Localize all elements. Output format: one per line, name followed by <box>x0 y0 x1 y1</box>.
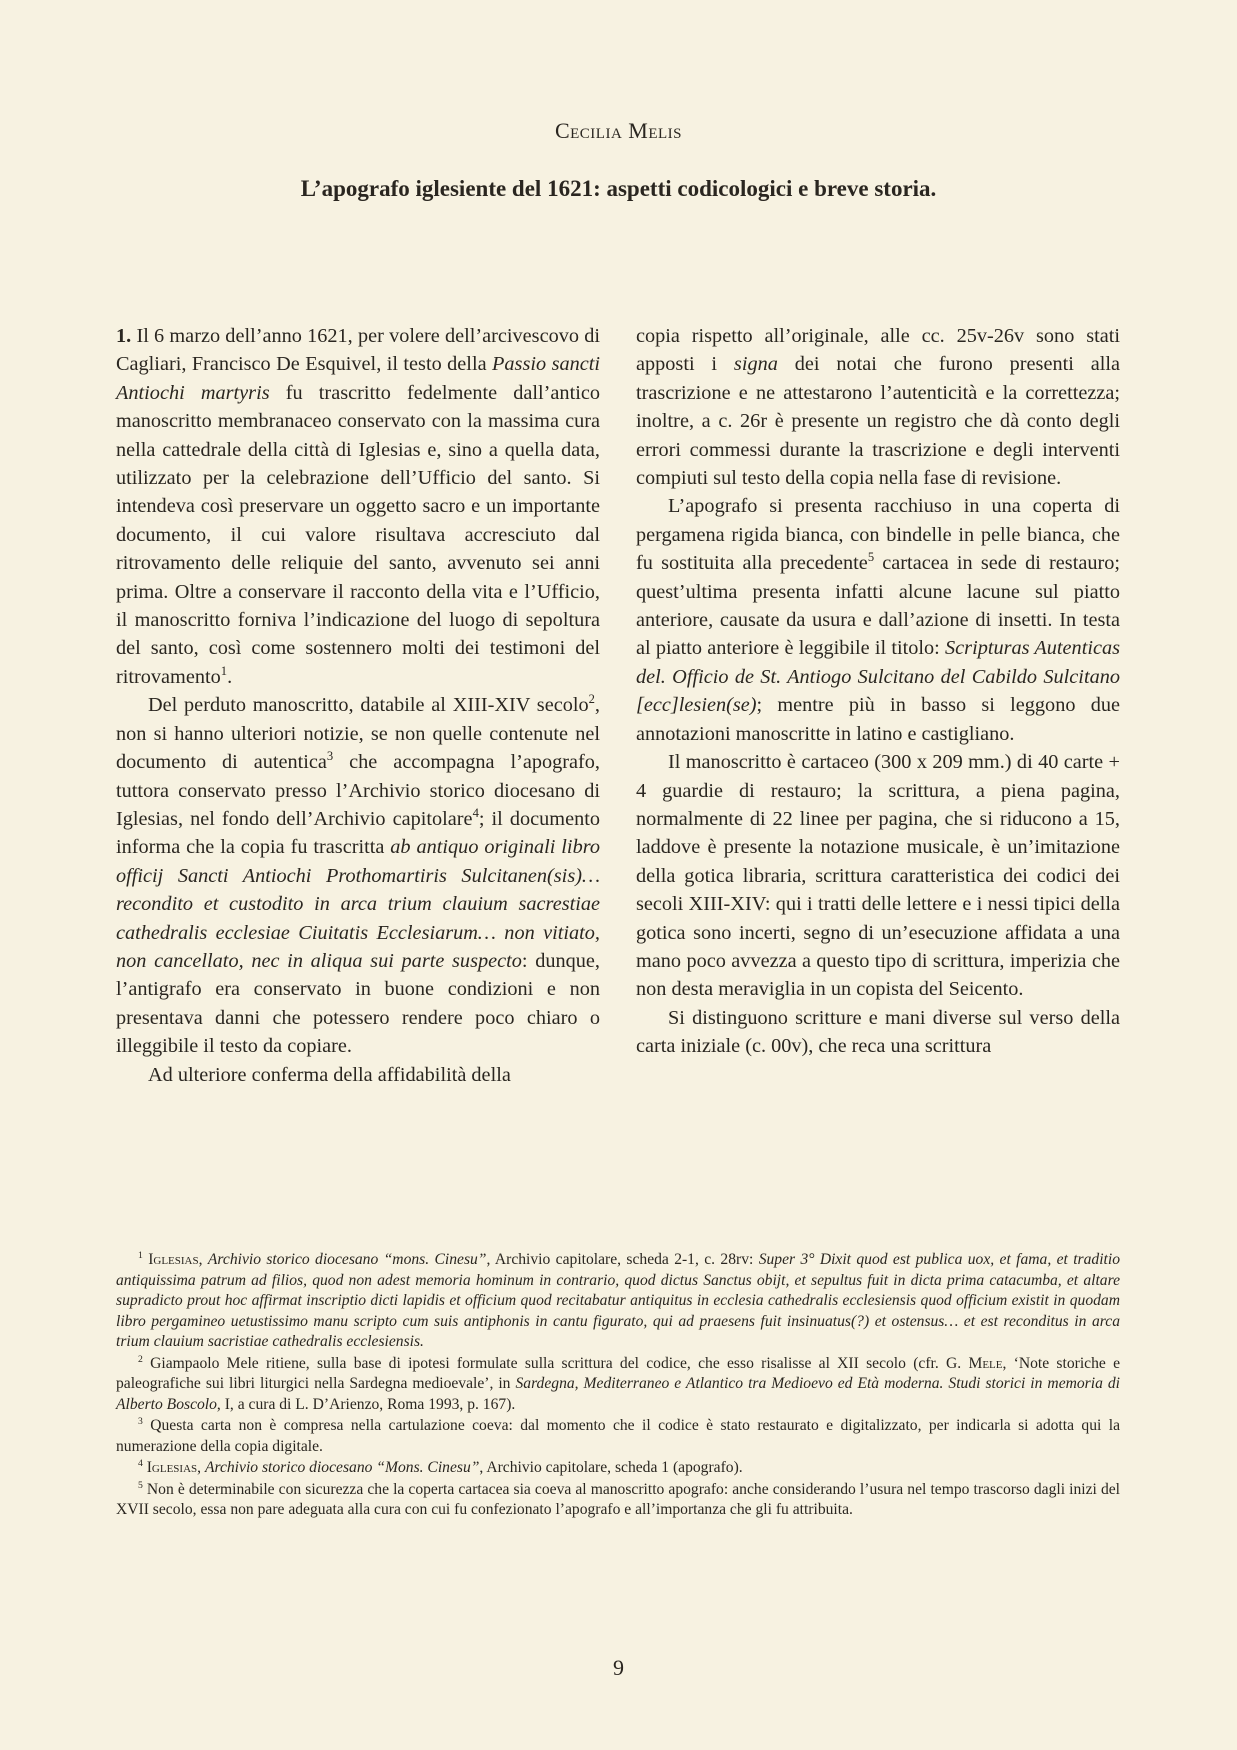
author-heading: Cecilia Melis <box>554 118 683 143</box>
footnote: $^3$ Questa carta non è compresa nella cartulazione coeva: dal momento che il codice è stato restaurato e digitalizzato, per indicarla si adotta qui la numerazione della copia digitale. <box>116 1415 1120 1455</box>
paragraph: 1. Il 6 marzo dell’anno 1621, per volere dell’arcivescovo di Cagliari, Francisco De Esquivel, il testo della Passio sancti Antiochi martyris fu trascritto fedelmente dall’antico manoscritto membranaceo conservato con la massima cura nella cattedrale della città di Iglesias e, sino a quella data, utilizzato per la celebrazione dell’Ufficio del santo. Si intendeva così preservare un oggetto sacro e un importante documento, il cui valore risultava accresciuto dal ritrovamento delle reliquie del santo, avvenuto sei anni prima. Oltre a conservare il racconto della vita e l’Ufficio, il manoscritto forniva l’indicazione del luogo di sepoltura del santo, così come sostennero molti dei testimoni del ritrovamento$^1$. <box>116 325 601 688</box>
paragraph: Del perduto manoscritto, databile al XIII-XIV secolo$^2$, non si hanno ulteriori notizie, se non quelle contenute nel documento di autentica$^3$ che accompagna l’apografo, tuttora conservato presso l’Archivio storico diocesano di Iglesias, nel fondo dell’Archivio capitolare$^4$; il documento informa che la copia fu trascritta ab antiquo originali libro officij Sancti Antiochi Prothomartiris Sulcitanen(sis)… recondito et custodito in arca trium clauium sacrestiae cathedralis ecclesiae Ciuitatis Ecclesiarum… non vitiato, non cancellato, nec in aliqua sui parte suspecto: dunque, l’antigrafo era conservato in buone condizioni e non presentava danni che potessero rendere poco chiaro o illeggibile il testo da copiare. <box>116 692 600 1058</box>
body-column-left <box>116 322 600 1089</box>
paragraph: copia rispetto all’originale, alle cc. 25v-26v sono stati apposti i signa dei notai che furono presenti alla trascrizione e ne attestarono l’autenticità e la correttezza; inoltre, a c. 26r è presente un registro che dà conto degli errori commessi durante la trascrizione e degli interventi compiuti sul testo della copia nella fase di revisione. <box>636 325 1120 490</box>
footnote: $^5$ Non è determinabile con sicurezza che la coperta cartacea sia coeva al manoscritto apografo: anche considerando l’usura nel tempo trascorso dagli inizi del XVII secolo, essa non pare adeguata alla cura con cui fu confezionato l’apografo e all’importanza che gli fu attribuita. <box>116 1479 1120 1518</box>
footnote: $^4$ Iglesias, Archivio storico diocesano “Mons. Cinesu”, Archivio capitolare, scheda 1 (apografo). <box>138 1457 743 1476</box>
footnote: $^2$ Giampaolo Mele ritiene, sulla base di ipotesi formulate sulla scrittura del codice, che esso risalisse al XII secolo (cfr. G. Mele, ‘Note storiche e paleografiche sui libri liturgici nella Sardegna medioevale’, in Sardegna, Mediterraneo e Atlantico tra Medioevo ed Età moderna. Studi storici in memoria di Alberto Boscolo, I, a cura di L. D’Arienzo, Roma 1993, p. 167). <box>116 1353 1120 1413</box>
footnote: $^1$ Iglesias, Archivio storico diocesano “mons. Cinesu”, Archivio capitolare, scheda 2-1, c. 28rv: Super 3° Dixit quod est publica uox, et fama, et traditio antiquissima patrum ad filios, quod non adest memoria hominum in contrario, quod dictus Sanctus obijt, et sepultus fuit in dicta prima catacumba, et altare supradicto prout hoc affirmat inscriptio dicti lapidis et officium quod recitabatur antiquitus in ecclesia cathedralis ecclesiensis quod officium existit in quodam libro pergamineo uetustissimo manu scripto cum suis antiphonis in cantu figurato, qui ad praesens fuit insinuatus(?) et ostensus… et est reconditus in arca trium clauium sacristiae cathedralis ecclesiensis. <box>116 1249 1120 1350</box>
paragraph: Il manoscritto è cartaceo (300 x 209 mm.) di 40 carte + 4 guardie di restauro; la scrittura, a piena pagina, normalmente di 22 linee per pagina, che si riducono a 15, laddove è presente la notazione musicale, è un’imitazione della gotica libraria, scrittura caratteristica dei codici dei secoli XIII-XIV: qui i tratti delle lettere e i nessi tipici della gotica sono incerti, segno di un’esecuzione affidata a una mano poco avvezza a questo tipo di scrittura, imperizia che non desta meraviglia in un copista del Seicento. <box>636 751 1120 1001</box>
page-number: 9 <box>613 1655 624 1680</box>
paragraph: Ad ulteriore conferma della affidabilità della <box>148 1063 511 1086</box>
footnotes <box>116 1250 1120 1521</box>
paragraph: Si distinguono scritture e mani diverse sul verso della carta iniziale (c. 00v), che reca una scrittura <box>636 1006 1120 1058</box>
body-column-right <box>636 322 1120 1061</box>
paragraph: L’apografo si presenta racchiuso in una coperta di pergamena rigida bianca, con bindelle in pelle bianca, che fu sostituita alla precedente$^5$ cartacea in sede di restauro; quest’ultima presenta infatti alcune lacune sul piatto anteriore, causate da usura e dall’azione di insetti. In testa al piatto anteriore è leggibile il titolo: Scripturas Autenticas del. Officio de St. Antiogo Sulcitano del Cabildo Sulcitano [ecc]lesien(se); mentre più in basso si leggono due annotazioni manoscritte in latino e castigliano. <box>636 495 1120 745</box>
article-title: L’apografo iglesiente del 1621: aspetti codicologici e breve storia. <box>300 176 937 201</box>
